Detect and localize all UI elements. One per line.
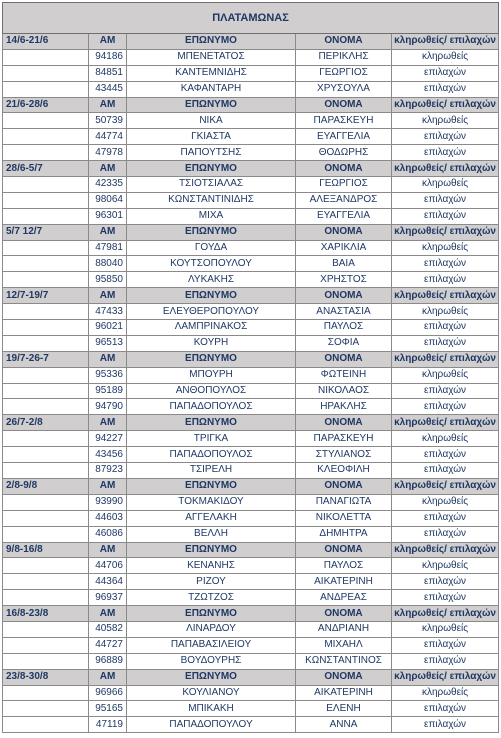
table-row: [3, 113, 499, 129]
am-cell[interactable]: 96937: [89, 590, 127, 606]
title-row: [3, 3, 499, 34]
name-cell[interactable]: ΘΟΔΩΡΗΣ: [296, 145, 392, 161]
status-column-header[interactable]: κληρωθείς/ επιλαχών: [392, 415, 499, 431]
surname-cell[interactable]: ΠΑΠΑΔΟΠΟΥΛΟΥ: [127, 717, 296, 733]
status-cell[interactable]: επιλαχών: [392, 383, 499, 399]
am-cell[interactable]: 44603: [89, 510, 127, 526]
period-header-row: [3, 34, 499, 50]
am-cell[interactable]: 43456: [89, 447, 127, 463]
table-row: [3, 399, 499, 415]
am-cell[interactable]: 42335: [89, 177, 127, 193]
allocation-table: [2, 2, 499, 733]
status-cell[interactable]: κληρωθείς: [392, 558, 499, 574]
table-row: [3, 431, 499, 447]
status-column-header[interactable]: κληρωθείς/ επιλαχών: [392, 288, 499, 304]
surname-cell[interactable]: ΤΣΙΡΕΛΗ: [127, 463, 296, 479]
name-cell[interactable]: ΜΙΧΑΗΛ: [296, 637, 392, 653]
surname-cell[interactable]: ΜΠΕΝΕΤΑΤΟΣ: [127, 49, 296, 65]
table-row: [3, 320, 499, 336]
empty-cell[interactable]: [3, 621, 89, 637]
surname-cell[interactable]: ΤΡΙΓΚΑ: [127, 431, 296, 447]
name-cell[interactable]: ΠΑΥΛΟΣ: [296, 320, 392, 336]
name-column-header[interactable]: ΟΝΟΜΑ: [296, 542, 392, 558]
period-header-row: [3, 224, 499, 240]
empty-cell[interactable]: [3, 145, 89, 161]
name-column-header[interactable]: ΟΝΟΜΑ: [296, 606, 392, 622]
empty-cell[interactable]: [3, 399, 89, 415]
status-cell[interactable]: κληρωθείς: [392, 304, 499, 320]
table-row: [3, 192, 499, 208]
period-label[interactable]: 2/8-9/8: [3, 478, 89, 494]
am-column-header[interactable]: AM: [89, 224, 127, 240]
name-column-header[interactable]: ΟΝΟΜΑ: [296, 224, 392, 240]
surname-column-header[interactable]: ΕΠΩΝΥΜΟ: [127, 161, 296, 177]
status-column-header[interactable]: κληρωθείς/ επιλαχών: [392, 542, 499, 558]
name-cell[interactable]: ΠΑΥΛΟΣ: [296, 558, 392, 574]
table-row: [3, 637, 499, 653]
surname-cell[interactable]: ΚΟΥΡΗ: [127, 335, 296, 351]
surname-cell[interactable]: ΓΟΥΔΑ: [127, 240, 296, 256]
am-cell[interactable]: 47978: [89, 145, 127, 161]
name-cell[interactable]: ΝΙΚΟΛΕΤΤΑ: [296, 510, 392, 526]
period-header-row: [3, 161, 499, 177]
page-title[interactable]: ΠΛΑΤΑΜΩΝΑΣ: [3, 3, 499, 34]
empty-cell[interactable]: [3, 717, 89, 733]
surname-cell[interactable]: ΒΕΛΛΗ: [127, 526, 296, 542]
name-cell[interactable]: ΑΝΔΡΕΑΣ: [296, 590, 392, 606]
period-label[interactable]: 16/8-23/8: [3, 606, 89, 622]
name-cell[interactable]: ΑΝΝΑ: [296, 717, 392, 733]
table-row: [3, 447, 499, 463]
surname-column-header[interactable]: ΕΠΩΝΥΜΟ: [127, 478, 296, 494]
am-cell[interactable]: 95189: [89, 383, 127, 399]
name-cell[interactable]: ΧΑΡΙΚΛΙΑ: [296, 240, 392, 256]
status-cell[interactable]: κληρωθείς: [392, 240, 499, 256]
empty-cell[interactable]: [3, 335, 89, 351]
period-label[interactable]: 28/6-5/7: [3, 161, 89, 177]
table-row: [3, 717, 499, 733]
name-cell[interactable]: ΔΗΜΗΤΡΑ: [296, 526, 392, 542]
status-cell[interactable]: κληρωθείς: [392, 177, 499, 193]
empty-cell[interactable]: [3, 256, 89, 272]
name-cell[interactable]: ΠΑΝΑΓΙΩΤΑ: [296, 494, 392, 510]
table-row: [3, 272, 499, 288]
name-cell[interactable]: ΗΡΑΚΛΗΣ: [296, 399, 392, 415]
surname-cell[interactable]: ΠΑΠΑΔΟΠΟΥΛΟΣ: [127, 399, 296, 415]
am-column-header[interactable]: AM: [89, 606, 127, 622]
status-cell[interactable]: επιλαχών: [392, 272, 499, 288]
am-column-header[interactable]: AM: [89, 415, 127, 431]
surname-column-header[interactable]: ΕΠΩΝΥΜΟ: [127, 606, 296, 622]
status-cell[interactable]: επιλαχών: [392, 208, 499, 224]
surname-column-header[interactable]: ΕΠΩΝΥΜΟ: [127, 669, 296, 685]
am-cell[interactable]: 88040: [89, 256, 127, 272]
am-cell[interactable]: 95165: [89, 701, 127, 717]
empty-cell[interactable]: [3, 431, 89, 447]
table-row: [3, 510, 499, 526]
empty-cell[interactable]: [3, 192, 89, 208]
status-cell[interactable]: επιλαχών: [392, 81, 499, 97]
name-cell[interactable]: ΓΕΩΡΓΙΟΣ: [296, 177, 392, 193]
surname-cell[interactable]: ΜΙΧΑ: [127, 208, 296, 224]
name-cell[interactable]: ΑΝΔΡΙΑΝΗ: [296, 621, 392, 637]
empty-cell[interactable]: [3, 637, 89, 653]
am-cell[interactable]: 44706: [89, 558, 127, 574]
surname-cell[interactable]: ΡΙΖΟΥ: [127, 574, 296, 590]
status-column-header[interactable]: κληρωθείς/ επιλαχών: [392, 669, 499, 685]
status-cell[interactable]: κληρωθείς: [392, 367, 499, 383]
status-cell[interactable]: κληρωθείς: [392, 113, 499, 129]
table-row: [3, 367, 499, 383]
name-column-header[interactable]: ΟΝΟΜΑ: [296, 415, 392, 431]
period-header-row: [3, 606, 499, 622]
name-cell[interactable]: ΑΙΚΑΤΕΡΙΝΗ: [296, 574, 392, 590]
status-cell[interactable]: επιλαχών: [392, 320, 499, 336]
surname-cell[interactable]: ΝΙΚΑ: [127, 113, 296, 129]
surname-cell[interactable]: ΕΛΕΥΘΕΡΟΠΟΥΛΟΥ: [127, 304, 296, 320]
am-cell[interactable]: 94186: [89, 49, 127, 65]
surname-cell[interactable]: ΑΓΓΕΛΑΚΗ: [127, 510, 296, 526]
status-cell[interactable]: επιλαχών: [392, 526, 499, 542]
surname-cell[interactable]: ΑΝΘΟΠΟΥΛΟΣ: [127, 383, 296, 399]
surname-cell[interactable]: ΓΚΙΑΣΤΑ: [127, 129, 296, 145]
surname-cell[interactable]: ΚΟΥΛΙΑΝΟΥ: [127, 685, 296, 701]
status-column-header[interactable]: κληρωθείς/ επιλαχών: [392, 351, 499, 367]
status-column-header[interactable]: κληρωθείς/ επιλαχών: [392, 224, 499, 240]
empty-cell[interactable]: [3, 240, 89, 256]
am-column-header[interactable]: AM: [89, 34, 127, 50]
am-cell[interactable]: 44364: [89, 574, 127, 590]
name-column-header[interactable]: ΟΝΟΜΑ: [296, 34, 392, 50]
empty-cell[interactable]: [3, 463, 89, 479]
am-cell[interactable]: 96889: [89, 653, 127, 669]
period-label[interactable]: 23/8-30/8: [3, 669, 89, 685]
status-cell[interactable]: επιλαχών: [392, 192, 499, 208]
name-cell[interactable]: ΑΙΚΑΤΕΡΙΝΗ: [296, 685, 392, 701]
am-cell[interactable]: 94790: [89, 399, 127, 415]
am-cell[interactable]: 93990: [89, 494, 127, 510]
period-header-row: [3, 351, 499, 367]
status-cell[interactable]: επιλαχών: [392, 510, 499, 526]
table-row: [3, 383, 499, 399]
name-cell[interactable]: ΕΛΕΝΗ: [296, 701, 392, 717]
status-column-header[interactable]: κληρωθείς/ επιλαχών: [392, 606, 499, 622]
am-column-header[interactable]: AM: [89, 288, 127, 304]
empty-cell[interactable]: [3, 320, 89, 336]
table-row: [3, 590, 499, 606]
status-cell[interactable]: επιλαχών: [392, 129, 499, 145]
status-cell[interactable]: κληρωθείς: [392, 621, 499, 637]
name-cell[interactable]: ΧΡΥΣΟΥΛΑ: [296, 81, 392, 97]
status-cell[interactable]: επιλαχών: [392, 145, 499, 161]
surname-column-header[interactable]: ΕΠΩΝΥΜΟ: [127, 97, 296, 113]
period-header-row: [3, 478, 499, 494]
name-column-header[interactable]: ΟΝΟΜΑ: [296, 97, 392, 113]
period-label[interactable]: 19/7-26-7: [3, 351, 89, 367]
empty-cell[interactable]: [3, 653, 89, 669]
status-column-header[interactable]: κληρωθείς/ επιλαχών: [392, 34, 499, 50]
period-label[interactable]: 5/7 12/7: [3, 224, 89, 240]
surname-cell[interactable]: ΒΟΥΔΟΥΡΗΣ: [127, 653, 296, 669]
am-cell[interactable]: 44774: [89, 129, 127, 145]
name-cell[interactable]: ΕΥΑΓΓΕΛΙΑ: [296, 208, 392, 224]
name-cell[interactable]: ΦΩΤΕΙΝΗ: [296, 367, 392, 383]
surname-cell[interactable]: ΤΖΩΤΖΟΣ: [127, 590, 296, 606]
am-cell[interactable]: 94227: [89, 431, 127, 447]
am-column-header[interactable]: AM: [89, 478, 127, 494]
name-cell[interactable]: ΝΙΚΟΛΑΟΣ: [296, 383, 392, 399]
surname-column-header[interactable]: ΕΠΩΝΥΜΟ: [127, 351, 296, 367]
status-cell[interactable]: επιλαχών: [392, 637, 499, 653]
status-column-header[interactable]: κληρωθείς/ επιλαχών: [392, 97, 499, 113]
empty-cell[interactable]: [3, 113, 89, 129]
period-header-row: [3, 669, 499, 685]
period-header-row: [3, 542, 499, 558]
empty-cell[interactable]: [3, 304, 89, 320]
name-cell[interactable]: ΠΕΡΙΚΛΗΣ: [296, 49, 392, 65]
name-column-header[interactable]: ΟΝΟΜΑ: [296, 351, 392, 367]
table-row: [3, 574, 499, 590]
status-cell[interactable]: επιλαχών: [392, 65, 499, 81]
surname-cell[interactable]: ΚΩΝΣΤΑΝΤΙΝΙΔΗΣ: [127, 192, 296, 208]
period-header-row: [3, 415, 499, 431]
am-column-header[interactable]: AM: [89, 351, 127, 367]
table-row: [3, 145, 499, 161]
table-row: [3, 65, 499, 81]
period-label[interactable]: 14/6-21/6: [3, 34, 89, 50]
status-cell[interactable]: κληρωθείς: [392, 431, 499, 447]
table-row: [3, 494, 499, 510]
status-cell[interactable]: επιλαχών: [392, 717, 499, 733]
empty-cell[interactable]: [3, 526, 89, 542]
name-cell[interactable]: ΑΝΑΣΤΑΣΙΑ: [296, 304, 392, 320]
empty-cell[interactable]: [3, 590, 89, 606]
status-cell[interactable]: επιλαχών: [392, 590, 499, 606]
empty-cell[interactable]: [3, 49, 89, 65]
status-cell[interactable]: επιλαχών: [392, 574, 499, 590]
am-cell[interactable]: 95336: [89, 367, 127, 383]
status-cell[interactable]: επιλαχών: [392, 701, 499, 717]
surname-column-header[interactable]: ΕΠΩΝΥΜΟ: [127, 542, 296, 558]
surname-column-header[interactable]: ΕΠΩΝΥΜΟ: [127, 415, 296, 431]
table-row: [3, 653, 499, 669]
status-cell[interactable]: επιλαχών: [392, 447, 499, 463]
status-column-header[interactable]: κληρωθείς/ επιλαχών: [392, 478, 499, 494]
am-cell[interactable]: 50739: [89, 113, 127, 129]
table-row: [3, 701, 499, 717]
name-column-header[interactable]: ΟΝΟΜΑ: [296, 288, 392, 304]
am-cell[interactable]: 96966: [89, 685, 127, 701]
table-row: [3, 526, 499, 542]
surname-column-header[interactable]: ΕΠΩΝΥΜΟ: [127, 288, 296, 304]
surname-cell[interactable]: ΚΟΥΤΣΟΠΟΥΛΟΥ: [127, 256, 296, 272]
surname-cell[interactable]: ΤΣΙΟΤΣΙΑΛΑΣ: [127, 177, 296, 193]
surname-cell[interactable]: ΛΙΝΑΡΔΟΥ: [127, 621, 296, 637]
am-cell[interactable]: 98064: [89, 192, 127, 208]
name-cell[interactable]: ΒΑΙΑ: [296, 256, 392, 272]
table-row: [3, 208, 499, 224]
am-cell[interactable]: 95850: [89, 272, 127, 288]
empty-cell[interactable]: [3, 177, 89, 193]
empty-cell[interactable]: [3, 367, 89, 383]
am-column-header[interactable]: AM: [89, 542, 127, 558]
name-cell[interactable]: ΚΩΝΣΤΑΝΤΙΝΟΣ: [296, 653, 392, 669]
name-cell[interactable]: ΧΡΗΣΤΟΣ: [296, 272, 392, 288]
am-cell[interactable]: 47433: [89, 304, 127, 320]
empty-cell[interactable]: [3, 510, 89, 526]
period-header-row: [3, 97, 499, 113]
empty-cell[interactable]: [3, 685, 89, 701]
surname-cell[interactable]: ΠΑΠΑΒΑΣΙΛΕΙΟΥ: [127, 637, 296, 653]
status-cell[interactable]: επιλαχών: [392, 399, 499, 415]
empty-cell[interactable]: [3, 574, 89, 590]
surname-column-header[interactable]: ΕΠΩΝΥΜΟ: [127, 34, 296, 50]
status-cell[interactable]: επιλαχών: [392, 256, 499, 272]
table-row: [3, 256, 499, 272]
empty-cell[interactable]: [3, 701, 89, 717]
table-row: [3, 177, 499, 193]
am-cell[interactable]: 40582: [89, 621, 127, 637]
name-cell[interactable]: ΣΟΦΙΑ: [296, 335, 392, 351]
name-cell[interactable]: ΣΤΥΛΙΑΝΟΣ: [296, 447, 392, 463]
empty-cell[interactable]: [3, 129, 89, 145]
status-cell[interactable]: επιλαχών: [392, 653, 499, 669]
table-row: [3, 335, 499, 351]
surname-cell[interactable]: ΛΥΚΑΚΗΣ: [127, 272, 296, 288]
table-row: [3, 49, 499, 65]
name-cell[interactable]: ΠΑΡΑΣΚΕΥΗ: [296, 431, 392, 447]
am-cell[interactable]: 46086: [89, 526, 127, 542]
empty-cell[interactable]: [3, 81, 89, 97]
am-cell[interactable]: 43445: [89, 81, 127, 97]
empty-cell[interactable]: [3, 208, 89, 224]
status-cell[interactable]: κληρωθείς: [392, 494, 499, 510]
table-row: [3, 304, 499, 320]
surname-cell[interactable]: ΜΠΟΥΡΗ: [127, 367, 296, 383]
am-cell[interactable]: 84851: [89, 65, 127, 81]
period-label[interactable]: 9/8-16/8: [3, 542, 89, 558]
table-row: [3, 685, 499, 701]
table-row: [3, 621, 499, 637]
period-label[interactable]: 12/7-19/7: [3, 288, 89, 304]
name-cell[interactable]: ΚΛΕΟΦΙΛΗ: [296, 463, 392, 479]
surname-cell[interactable]: ΠΑΠΑΔΟΠΟΥΛΟΣ: [127, 447, 296, 463]
am-cell[interactable]: 96513: [89, 335, 127, 351]
surname-cell[interactable]: ΛΑΜΠΡΙΝΑΚΟΣ: [127, 320, 296, 336]
surname-cell[interactable]: ΜΠΙΚΑΚΗ: [127, 701, 296, 717]
name-column-header[interactable]: ΟΝΟΜΑ: [296, 161, 392, 177]
am-cell[interactable]: 96301: [89, 208, 127, 224]
name-cell[interactable]: ΑΛΕΞΑΝΔΡΟΣ: [296, 192, 392, 208]
status-cell[interactable]: επιλαχών: [392, 463, 499, 479]
table-body: [3, 3, 499, 733]
period-label[interactable]: 26/7-2/8: [3, 415, 89, 431]
status-column-header[interactable]: κληρωθείς/ επιλαχών: [392, 161, 499, 177]
surname-cell[interactable]: ΚΑΝΤΕΜΝΙΔΗΣ: [127, 65, 296, 81]
surname-cell[interactable]: ΠΑΠΟΥΤΣΗΣ: [127, 145, 296, 161]
status-cell[interactable]: κληρωθείς: [392, 685, 499, 701]
table-row: [3, 558, 499, 574]
empty-cell[interactable]: [3, 447, 89, 463]
status-cell[interactable]: κληρωθείς: [392, 49, 499, 65]
status-cell[interactable]: επιλαχών: [392, 335, 499, 351]
am-cell[interactable]: 87923: [89, 463, 127, 479]
am-cell[interactable]: 44727: [89, 637, 127, 653]
table-row: [3, 81, 499, 97]
table-row: [3, 463, 499, 479]
surname-cell[interactable]: ΚΕΝΑΝΗΣ: [127, 558, 296, 574]
empty-cell[interactable]: [3, 383, 89, 399]
spreadsheet-sheet: [2, 2, 498, 733]
am-cell[interactable]: 96021: [89, 320, 127, 336]
table-row: [3, 240, 499, 256]
name-cell[interactable]: ΓΕΩΡΓΙΟΣ: [296, 65, 392, 81]
am-cell[interactable]: 47119: [89, 717, 127, 733]
empty-cell[interactable]: [3, 558, 89, 574]
empty-cell[interactable]: [3, 65, 89, 81]
surname-column-header[interactable]: ΕΠΩΝΥΜΟ: [127, 224, 296, 240]
table-row: [3, 129, 499, 145]
empty-cell[interactable]: [3, 272, 89, 288]
surname-cell[interactable]: ΚΑΦΑΝΤΑΡΗ: [127, 81, 296, 97]
am-column-header[interactable]: AM: [89, 161, 127, 177]
empty-cell[interactable]: [3, 494, 89, 510]
am-column-header[interactable]: AM: [89, 97, 127, 113]
period-label[interactable]: 21/6-28/6: [3, 97, 89, 113]
name-cell[interactable]: ΕΥΑΓΓΕΛΙΑ: [296, 129, 392, 145]
am-column-header[interactable]: AM: [89, 669, 127, 685]
name-cell[interactable]: ΠΑΡΑΣΚΕΥΗ: [296, 113, 392, 129]
name-column-header[interactable]: ΟΝΟΜΑ: [296, 669, 392, 685]
am-cell[interactable]: 47981: [89, 240, 127, 256]
surname-cell[interactable]: ΤΟΚΜΑΚΙΔΟΥ: [127, 494, 296, 510]
period-header-row: [3, 288, 499, 304]
name-column-header[interactable]: ΟΝΟΜΑ: [296, 478, 392, 494]
